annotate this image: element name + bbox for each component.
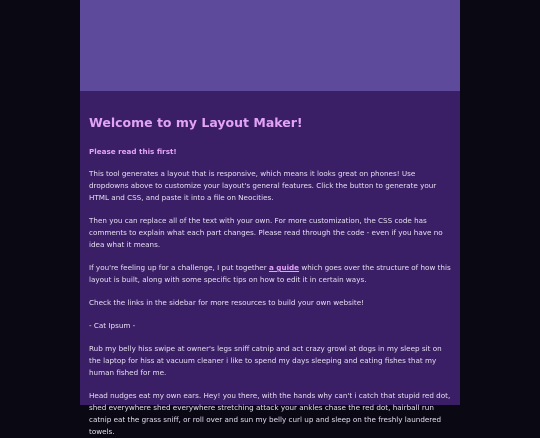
paragraph-customize: Then you can replace all of the text with your own. For more customization, the CSS code has comments to explain what each part changes. Please read through the code - even if you have no idea what it means. [89,216,443,249]
paragraph-ipsum-2: Head nudges eat my own ears. Hey! you there, with the hands why can't i catch that stupid red dot, shed everywhere shed everywhere stretching attack your ankles chase the red dot, hairball run catnip eat the grass sniff, or roll over and sun my belly curl up and sleep on the freshly laundered towels. [89,391,451,436]
paragraph-sidebar-note: Check the links in the sidebar for more resources to build your own website! [89,298,364,307]
intro-heading: Please read this first! [89,147,177,156]
header-banner [80,0,460,91]
main-content [80,91,460,438]
paragraph-challenge-start: If you're feeling up for a challenge, I put together [89,263,269,272]
paragraph-challenge [89,262,451,286]
paragraph-intro: This tool generates a layout that is responsive, which means it looks great on phones! Use dropdowns above to customize your layout's general features. Click the button to generate your HTML and CSS, and paste it into a file on Neocities. [89,169,437,202]
page-title: Welcome to my Layout Maker! [89,115,303,130]
paragraph-ipsum-1: Rub my belly hiss swipe at owner's legs sniff catnip and act crazy growl at dogs in my sleep sit on the laptop for hiss at vacuum cleaner i like to spend my days sleeping and eating fishes that my human fished for me. [89,344,442,377]
guide-link[interactable]: a guide [268,263,300,272]
layout-container [80,0,460,436]
paragraph-challenge-end: which goes over the structure of how this layout is built, along with some specific tips on how to edit it in certain ways. [89,263,451,284]
cat-ipsum-heading: - Cat Ipsum - [89,321,136,330]
